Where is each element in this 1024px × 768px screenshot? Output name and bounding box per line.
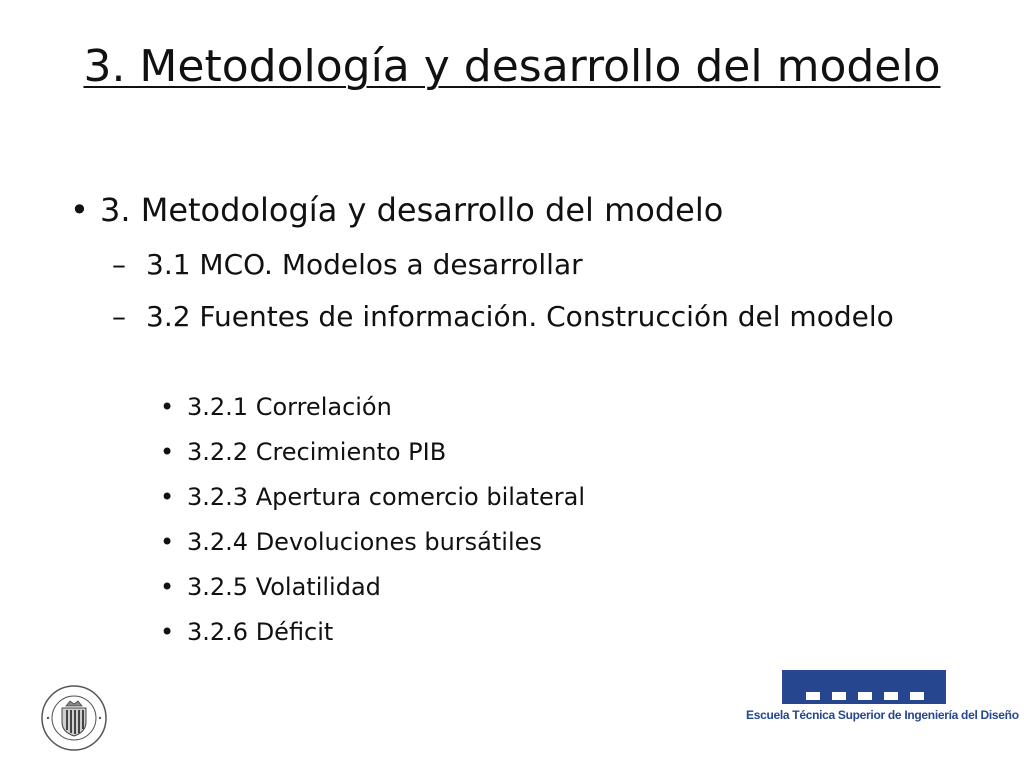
bullet-text: 3.1 MCO. Modelos a desarrollar — [146, 248, 583, 281]
bullet-level-3 — [160, 482, 585, 512]
bullet-level-3 — [160, 437, 446, 467]
school-name: Escuela Técnica Superior de Ingeniería del Diseño — [746, 708, 1019, 722]
slide-title: 3. Metodología y desarrollo del modelo — [83, 41, 941, 92]
bullet-level-3 — [160, 572, 381, 602]
dash-marker: – — [112, 248, 126, 281]
bullet-text: 3.2.4 Devoluciones bursátiles — [187, 528, 542, 556]
bullet-text: 3.2.2 Crecimiento PIB — [187, 438, 447, 466]
bullet-level-1 — [70, 190, 723, 230]
school-logo — [746, 670, 1019, 732]
bullet-level-3 — [160, 392, 392, 422]
bullet-marker: • — [160, 573, 175, 601]
bullet-marker: • — [160, 393, 175, 421]
logo-square — [806, 692, 820, 700]
school-logo-bar — [782, 670, 946, 704]
bullet-marker: • — [160, 528, 175, 556]
logo-square — [858, 692, 872, 700]
bullet-marker: • — [160, 438, 175, 466]
logo-square — [832, 692, 846, 700]
bullet-text: 3.2.3 Apertura comercio bilateral — [187, 483, 586, 511]
logo-square — [884, 692, 898, 700]
bullet-text: 3.2.6 Déficit — [187, 618, 334, 646]
bullet-level-2 — [112, 246, 916, 284]
bullet-text: 3.2 Fuentes de información. Construcción del modelo — [146, 300, 894, 333]
bullet-text: 3. Metodología y desarrollo del modelo — [100, 191, 724, 229]
bullet-level-3 — [160, 527, 542, 557]
logo-square — [910, 692, 924, 700]
dash-marker: – — [112, 300, 126, 333]
bullet-level-3 — [160, 617, 333, 647]
bullet-marker: • — [160, 483, 175, 511]
bullet-marker: • — [160, 618, 175, 646]
bullet-marker: • — [70, 191, 89, 229]
bullet-text: 3.2.5 Volatilidad — [187, 573, 381, 601]
university-seal-graphic — [40, 684, 108, 752]
university-seal-icon — [40, 684, 108, 752]
bullet-level-2 — [112, 298, 916, 336]
bullet-text: 3.2.1 Correlación — [187, 393, 392, 421]
